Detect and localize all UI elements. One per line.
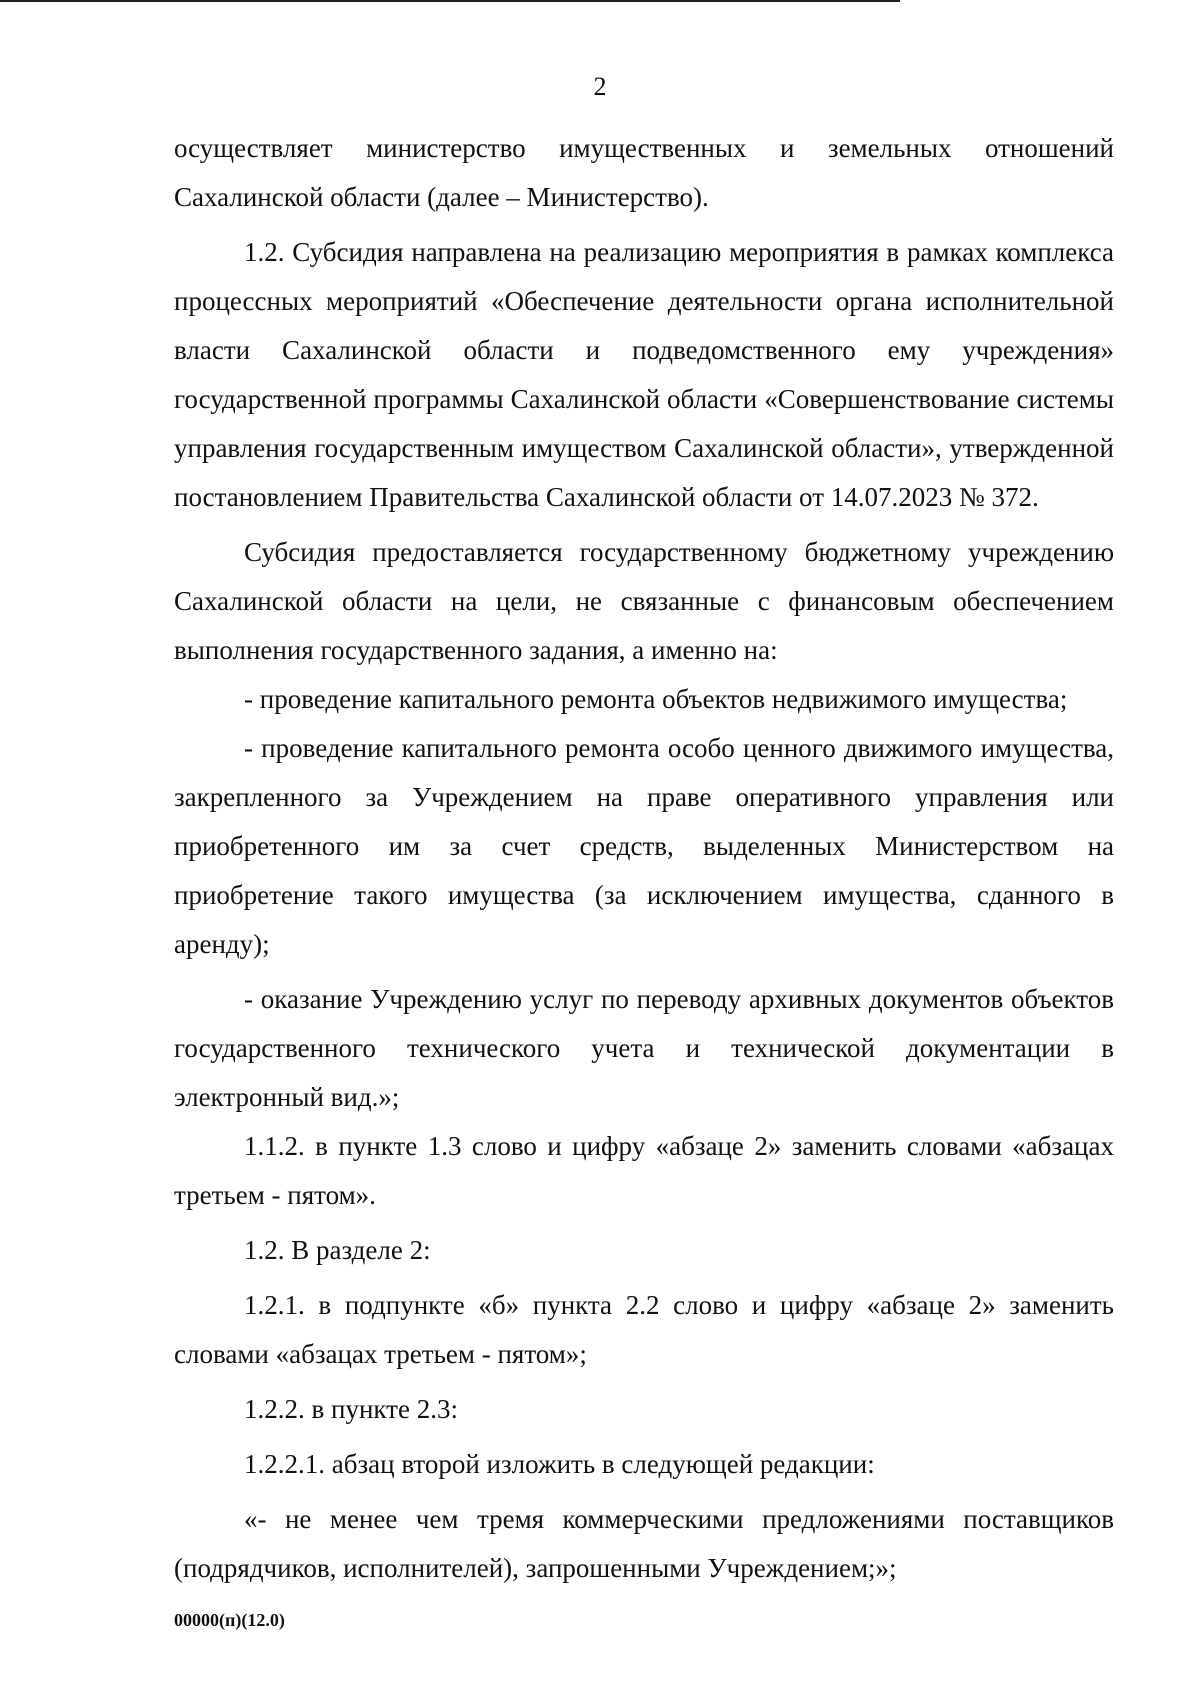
list-item-real-estate-repair: - проведение капитального ремонта объектов недвижимого имущества; [244,684,1068,714]
paragraph-clause-1-1-2: 1.1.2. в пункте 1.3 слово и цифру «абзаце 2» заменить словами «абзацах третьем - пятом». [174,1131,1114,1210]
page-number: 2 [593,72,607,101]
paragraph-clause-1-2-2-1: 1.2.2.1. абзац второй изложить в следующей редакции: [244,1449,875,1479]
paragraph-quoted-amendment: «- не менее чем тремя коммерческими предложениями поставщиков (подрядчиков, исполнителей), запрошенными Учреждением;»; [174,1504,1114,1583]
document-body [174,124,1114,1593]
paragraph-section-2: 1.2. В разделе 2: [244,1235,431,1265]
paragraph-clause-1-2: 1.2. Субсидия направлена на реализацию мероприятия в рамках комплекса процессных мероприятий «Обеспечение деятельности органа исполнительной власти Сахалинской области и подведомственного ему учреждения» государственной программы Сахалинской области «Совершенствование системы управления государственным имуществом Сахалинской области», утвержденной постановлением Правительства Сахалинской области от 14.07.2023 № 372. [174,237,1114,512]
top-rule [0,0,900,2]
paragraph-clause-1-2-2: 1.2.2. в пункте 2.3: [244,1394,458,1424]
paragraph-continuation: осуществляет министерство имущественных и земельных отношений Сахалинской области (далее – Министерство). [174,133,1114,212]
footer-form-code: 00000(п)(12.0) [174,1610,285,1630]
paragraph-subsidy-purpose: Субсидия предоставляется государственному бюджетному учреждению Сахалинской области на цели, не связанные с финансовым обеспечением выполнения государственного задания, а именно на: [174,537,1114,665]
list-item-archive-digitization: - оказание Учреждению услуг по переводу архивных документов объектов государственного технического учета и технической документации в электронный вид.»; [174,984,1114,1112]
list-item-movable-property-repair: - проведение капитального ремонта особо ценного движимого имущества, закрепленного за Учреждением на праве оперативного управления или приобретенного им за счет средств, выделенных Министерством на приобретение такого имущества (за исключением имущества, сданного в аренду); [174,733,1114,959]
paragraph-clause-1-2-1: 1.2.1. в подпункте «б» пункта 2.2 слово и цифру «абзаце 2» заменить словами «абзацах третьем - пятом»; [174,1290,1114,1369]
